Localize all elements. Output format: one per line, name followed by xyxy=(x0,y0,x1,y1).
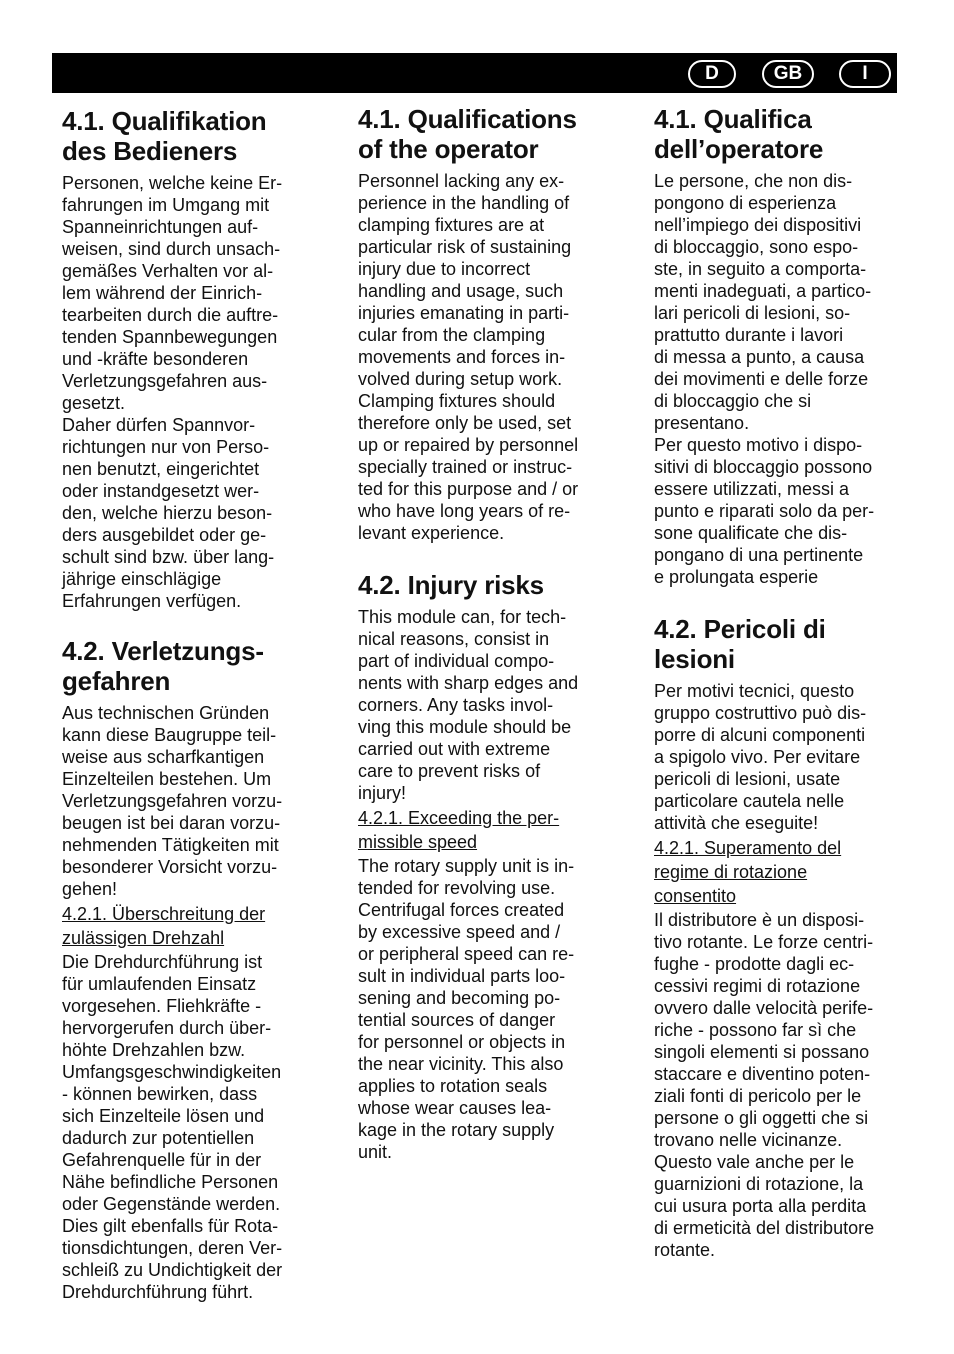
heading-qualification-en: 4.1. Qualifications of the operator xyxy=(358,104,577,164)
paragraph-qualification-it: Le persone, che non dis- pongono di esperienza nell’impiego dei dispositivi di bloccaggio, sono espo- ste, in seguito a comporta- menti inadeguati, a partico- lari pericoli di lesioni, so- prattutto durante i lavori di messa a punto, a causa dei movimenti e delle forze di bloccaggio che si presentano. Per questo motivo i dispo- sitivi di bloccaggio possono essere utilizzati, messi a punto e riparati solo da per- sone qualificate che dis- pongano di una pertinente e prolungata esperie xyxy=(654,171,875,587)
subheading-speed-it: 4.2.1. Superamento del regime di rotazione consentito xyxy=(654,838,842,906)
paragraph-injury-risks-de: Aus technischen Gründen kann diese Baugruppe teil- weise aus scharfkantigen Einzelteilen bestehen. Um Verletzungsgefahren vorzu- beugen ist bei daran vorzu- nehmenden Tätigkeiten mit besonderer Vorsicht vorzu- gehen! xyxy=(62,703,283,899)
column-german xyxy=(62,106,312,1303)
header-bar xyxy=(52,53,897,93)
paragraph-injury-risks-en: This module can, for tech- nical reasons, consist in part of individual compo- nents with sharp edges and corners. Any tasks invol- ving this module should be carried out with extreme care to prevent risks of injury! xyxy=(358,607,579,803)
paragraph-speed-it: Il distributore è un disposi- tivo rotante. Le forze centri- fughe - prodotte dagli ec- cessivi regimi di rotazione ovvero dalle velocità perife- riche - possono far sì che singoli elementi si possano staccare e diventino poten- ziali fonti di pericolo per le persone o gli oggetti che si trovano nelle vicinanze. Questo vale anche per le guarnizioni di rotazione, la cui usura porta alla perdita di ermeticità del distributore rotante. xyxy=(654,910,875,1260)
heading-qualification-it: 4.1. Qualifica dell’operatore xyxy=(654,104,824,164)
subheading-speed-en: 4.2.1. Exceeding the per- missible speed xyxy=(358,808,560,852)
column-english xyxy=(358,104,608,1163)
language-badge-d[interactable]: D xyxy=(688,60,736,88)
paragraph-qualification-de: Personen, welche keine Er- fahrungen im Umgang mit Spanneinrichtungen auf- weisen, sind durch unsach- gemäßes Verhalten vor al- lem während der Einrich- tearbeiten durch die auftre- tenden Spannbewegungen und -kräfte besonderen Verletzungsgefahren aus- gesetzt. Daher dürfen Spannvor- richtungen nur von Perso- nen benutzt, eingerichtet oder instandgesetzt wer- den, welche hierzu beson- ders ausgebildet oder ge- schult sind bzw. über lang- jährige einschlägige Erfahrungen verfügen. xyxy=(62,173,283,611)
heading-injury-risks-de: 4.2. Verletzungs- gefahren xyxy=(62,636,264,696)
column-italian xyxy=(654,104,906,1261)
paragraph-qualification-en: Personnel lacking any ex- perience in the handling of clamping fixtures are at particular risk of sustaining injury due to incorrect handling and usage, such injuries emanating in parti- cular from the clamping movements and forces in- volved during setup work. Clamping fixtures should therefore only be used, set up or repaired by personnel specially trained or instruc- ted for this purpose and / or who have long years of re- levant experience. xyxy=(358,171,579,543)
language-badge-gb[interactable]: GB xyxy=(762,60,814,88)
heading-qualification-de: 4.1. Qualifikation des Bedieners xyxy=(62,106,267,166)
subheading-speed-de: 4.2.1. Überschreitung der zulässigen Drehzahl xyxy=(62,904,266,948)
paragraph-speed-de: Die Drehdurchführung ist für umlaufenden Einsatz vorgesehen. Fliehkräfte - hervorgerufen durch über- höhte Drehzahlen bzw. Umfangsgeschwindigkeiten - können bewirken, dass sich Einzelteile lösen und dadurch zur potentiellen Gefahrenquelle für in der Nähe befindliche Personen oder Gegenstände werden. Dies gilt ebenfalls für Rota- tionsdichtungen, deren Ver- schleiß zu Undichtigkeit der Drehdurchführung führt. xyxy=(62,952,283,1302)
language-badge-i[interactable]: I xyxy=(839,60,891,88)
paragraph-injury-risks-it: Per motivi tecnici, questo gruppo costruttivo può dis- porre di alcuni componenti a spigolo vivo. Per evitare pericoli di lesioni, usate particolare cautela nelle attività che eseguite! xyxy=(654,681,867,833)
heading-injury-risks-it: 4.2. Pericoli di lesioni xyxy=(654,614,826,674)
heading-injury-risks-en: 4.2. Injury risks xyxy=(358,570,544,600)
paragraph-speed-en: The rotary supply unit is in- tended for revolving use. Centrifugal forces created by excessive speed and / or peripheral speed can re- sult in individual parts loo- sening and becoming po- tential sources of danger for personnel or objects in the near vicinity. This also applies to rotation seals whose wear causes lea- kage in the rotary supply unit. xyxy=(358,856,575,1162)
